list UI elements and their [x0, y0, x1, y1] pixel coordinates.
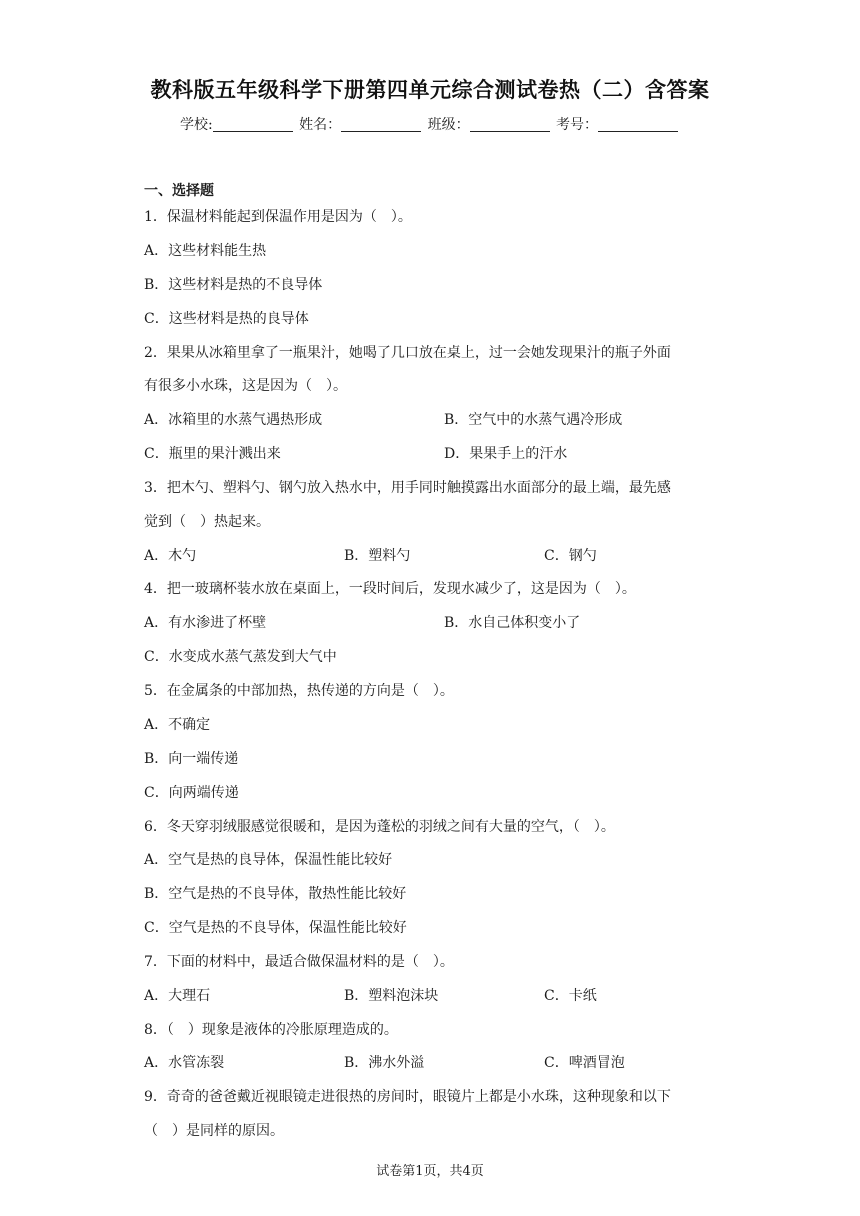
question-3-stem-line-2: 觉到（ ）热起来。 [144, 514, 270, 530]
class-label: 班级： [427, 117, 470, 133]
question-7-option-b: B．塑料泡沫块 [344, 988, 439, 1004]
question-2-option-b: B．空气中的水蒸气遇冷形成 [444, 412, 623, 428]
question-4-option-b: B．水自己体积变小了 [444, 615, 581, 631]
name-label: 姓名： [299, 117, 342, 133]
question-9-stem-line-1: 9．奇奇的爸爸戴近视眼镜走进很热的房间时，眼镜片上都是小水珠，这种现象和以下 [144, 1089, 671, 1105]
question-3-stem-line-1: 3．把木勺、塑料勺、钢勺放入热水中，用手同时触摸露出水面部分的最上端，最先感 [144, 480, 671, 496]
exam-number-blank[interactable] [598, 117, 678, 132]
name-blank[interactable] [341, 117, 421, 132]
question-1-option-a: A．这些材料能生热 [144, 243, 267, 259]
question-3-option-a: A．木勺 [144, 548, 197, 564]
question-3-option-c: C．钢勺 [544, 548, 597, 564]
question-2-stem-line-1: 2．果果从冰箱里拿了一瓶果汁，她喝了几口放在桌上，过一会她发现果汁的瓶子外面 [144, 345, 671, 361]
question-1-stem: 1．保温材料能起到保温作用是因为（ ）。 [144, 209, 412, 225]
question-2-option-a: A．冰箱里的水蒸气遇热形成 [144, 412, 323, 428]
section-heading: 一、选择题 [144, 183, 214, 199]
question-5-option-a: A．不确定 [144, 717, 211, 733]
exam-number-label: 考号： [556, 117, 599, 133]
exam-title: 教科版五年级科学下册第四单元综合测试卷热（二）含答案 [150, 78, 710, 102]
question-8-option-c: C．啤酒冒泡 [544, 1055, 625, 1071]
page-footer: 试卷第1页，共4页 [376, 1164, 484, 1179]
question-2-option-d: D．果果手上的汗水 [444, 446, 568, 462]
question-6-option-a: A．空气是热的良导体，保温性能比较好 [144, 852, 393, 868]
question-1-option-b: B．这些材料是热的不良导体 [144, 277, 323, 293]
question-4-stem: 4．把一玻璃杯装水放在桌面上，一段时间后，发现水减少了，这是因为（ ）。 [144, 581, 636, 597]
question-6-option-b: B．空气是热的不良导体，散热性能比较好 [144, 886, 407, 902]
question-2-stem-line-2: 有很多小水珠，这是因为（ ）。 [144, 378, 347, 394]
question-6-stem: 6．冬天穿羽绒服感觉很暖和，是因为蓬松的羽绒之间有大量的空气，（ ）。 [144, 819, 615, 835]
question-7-option-a: A．大理石 [144, 988, 211, 1004]
question-8-option-b: B．沸水外溢 [344, 1055, 425, 1071]
question-5-option-b: B．向一端传递 [144, 751, 239, 767]
question-8-option-a: A．水管冻裂 [144, 1055, 225, 1071]
question-5-option-c: C．向两端传递 [144, 785, 239, 801]
question-4-option-a: A．有水渗进了杯壁 [144, 615, 267, 631]
school-label: 学校: [179, 117, 213, 133]
class-blank[interactable] [470, 117, 550, 132]
question-1-option-c: C．这些材料是热的良导体 [144, 311, 309, 327]
question-5-stem: 5．在金属条的中部加热，热传递的方向是（ ）。 [144, 683, 454, 699]
question-6-option-c: C．空气是热的不良导体，保温性能比较好 [144, 920, 407, 936]
question-7-option-c: C．卡纸 [544, 988, 597, 1004]
question-4-option-c: C．水变成水蒸气蒸发到大气中 [144, 649, 337, 665]
student-info-line [0, 114, 860, 134]
question-9-stem-line-2: （ ）是同样的原因。 [144, 1123, 284, 1139]
question-8-stem: 8．（ ）现象是液体的冷胀原理造成的。 [144, 1022, 398, 1038]
question-2-option-c: C．瓶里的果汁溅出来 [144, 446, 281, 462]
school-blank[interactable] [213, 117, 293, 132]
question-3-option-b: B．塑料勺 [344, 548, 411, 564]
question-7-stem: 7．下面的材料中，最适合做保温材料的是（ ）。 [144, 954, 454, 970]
